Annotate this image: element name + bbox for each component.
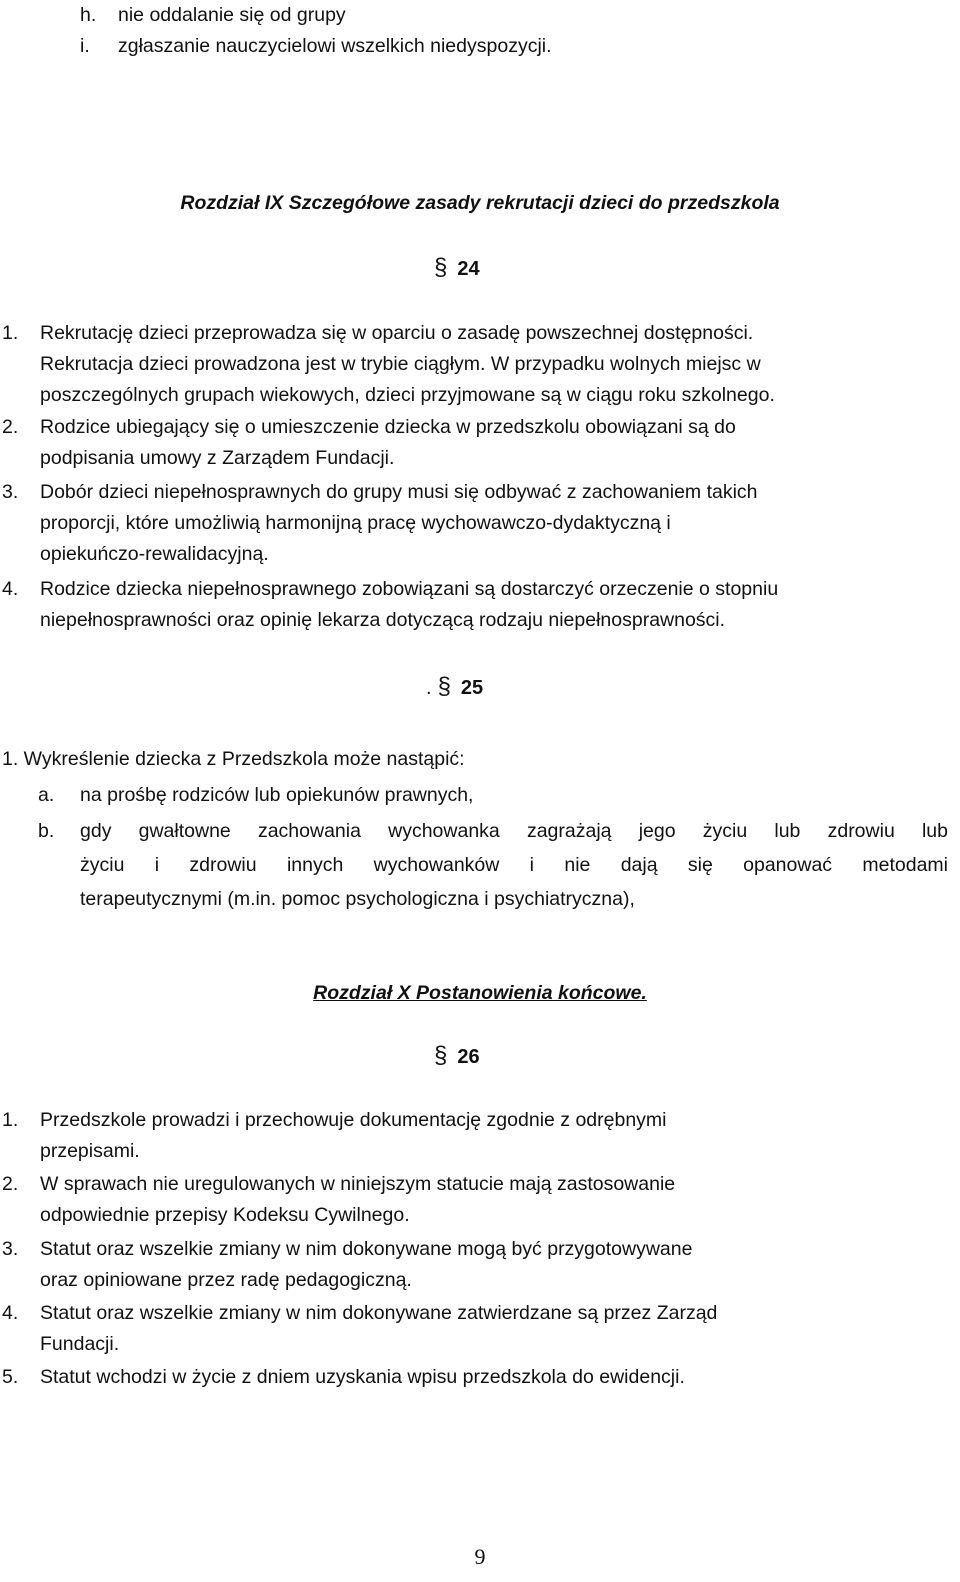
list-item-line: proporcji, które umożliwią harmonijną pracę wychowawczo-dydaktyczną i bbox=[40, 512, 671, 534]
list-item-line: Rekrutacja dzieci prowadzona jest w trybie ciągłym. W przypadku wolnych miejsc w bbox=[40, 353, 761, 375]
list-marker: b. bbox=[38, 820, 55, 842]
section-symbol: § bbox=[434, 1042, 448, 1069]
list-item-line: niepełnosprawności oraz opinię lekarza dotyczącą rodzaju niepełnosprawności. bbox=[40, 609, 726, 631]
list-item-line: oraz opiniowane przez radę pedagogiczną. bbox=[40, 1269, 412, 1291]
list-item-line: Dobór dzieci niepełnosprawnych do grupy musi się odbywać z zachowaniem takich bbox=[40, 481, 758, 503]
list-item-line: poszczególnych grupach wiekowych, dzieci przyjmowane są w ciągu roku szkolnego. bbox=[40, 384, 775, 406]
list-item-line: Fundacji. bbox=[40, 1333, 120, 1355]
list-intro: 1. Wykreślenie dziecka z Przedszkola może nastąpić: bbox=[2, 748, 465, 770]
list-number: 4. bbox=[2, 578, 19, 600]
section-number bbox=[426, 672, 483, 703]
list-item-line: na prośbę rodziców lub opiekunów prawnych, bbox=[80, 784, 474, 806]
list-item-line: życiu i zdrowiu innych wychowanków i nie dają się opanować metodami bbox=[80, 854, 948, 876]
list-item-line: terapeutycznymi (m.in. pomoc psychologiczna i psychiatryczna), bbox=[80, 888, 635, 910]
list-marker: a. bbox=[38, 784, 55, 806]
list-item-line: podpisania umowy z Zarządem Fundacji. bbox=[40, 447, 395, 469]
list-number: 1. bbox=[2, 1109, 19, 1131]
list-marker: i. bbox=[80, 35, 90, 57]
section-number-text: 26 bbox=[457, 1046, 480, 1068]
list-item-line: przepisami. bbox=[40, 1140, 140, 1162]
list-item-line: Statut wchodzi w życie z dniem uzyskania wpisu przedszkola do ewidencji. bbox=[40, 1366, 685, 1388]
section-symbol: § bbox=[437, 673, 451, 700]
list-marker: h. bbox=[80, 4, 97, 26]
section-symbol: § bbox=[434, 254, 448, 281]
list-number: 4. bbox=[2, 1302, 19, 1324]
chapter-heading: Rozdział X Postanowienia końcowe. bbox=[313, 982, 647, 1004]
list-number: 3. bbox=[2, 481, 19, 503]
list-item-line: Rodzice ubiegający się o umieszczenie dziecka w przedszkolu obowiązani są do bbox=[40, 416, 736, 438]
list-item-line: W sprawach nie uregulowanych w niniejszym statucie mają zastosowanie bbox=[40, 1173, 676, 1195]
list-item-line: Przedszkole prowadzi i przechowuje dokumentację zgodnie z odrębnymi bbox=[40, 1109, 667, 1131]
list-number: 1. bbox=[2, 322, 19, 344]
list-item-line: Rodzice dziecka niepełnosprawnego zobowiązani są dostarczyć orzeczenie o stopniu bbox=[40, 578, 779, 600]
list-number: 3. bbox=[2, 1238, 19, 1260]
section-number-text: 25 bbox=[460, 677, 484, 699]
list-number: 5. bbox=[2, 1366, 19, 1388]
list-item-line: Rekrutację dzieci przeprowadza się w oparciu o zasadę powszechnej dostępności. bbox=[40, 322, 754, 344]
list-item-line: gdy gwałtowne zachowania wychowanka zagrażają jego życiu lub zdrowiu lub bbox=[80, 820, 948, 842]
list-item-line: Statut oraz wszelkie zmiany w nim dokonywane zatwierdzane są przez Zarząd bbox=[40, 1302, 718, 1324]
chapter-heading: Rozdział IX Szczegółowe zasady rekrutacji dzieci do przedszkola bbox=[180, 192, 780, 214]
list-item-text: nie oddalanie się od grupy bbox=[118, 4, 346, 26]
list-number: 2. bbox=[2, 1173, 19, 1195]
list-item-line: Statut oraz wszelkie zmiany w nim dokonywane mogą być przygotowywane bbox=[40, 1238, 693, 1260]
section-number-text: 24 bbox=[457, 258, 480, 280]
section-number bbox=[434, 1041, 480, 1072]
list-number: 2. bbox=[2, 416, 19, 438]
section-number bbox=[434, 253, 480, 284]
section-prefix: . bbox=[426, 677, 432, 699]
list-item-line: odpowiednie przepisy Kodeksu Cywilnego. bbox=[40, 1204, 410, 1226]
list-item-line: opiekuńczo-rewalidacyjną. bbox=[40, 543, 269, 565]
list-item-text: zgłaszanie nauczycielowi wszelkich niedyspozycji. bbox=[118, 35, 552, 57]
page-number: 9 bbox=[474, 1544, 486, 1569]
